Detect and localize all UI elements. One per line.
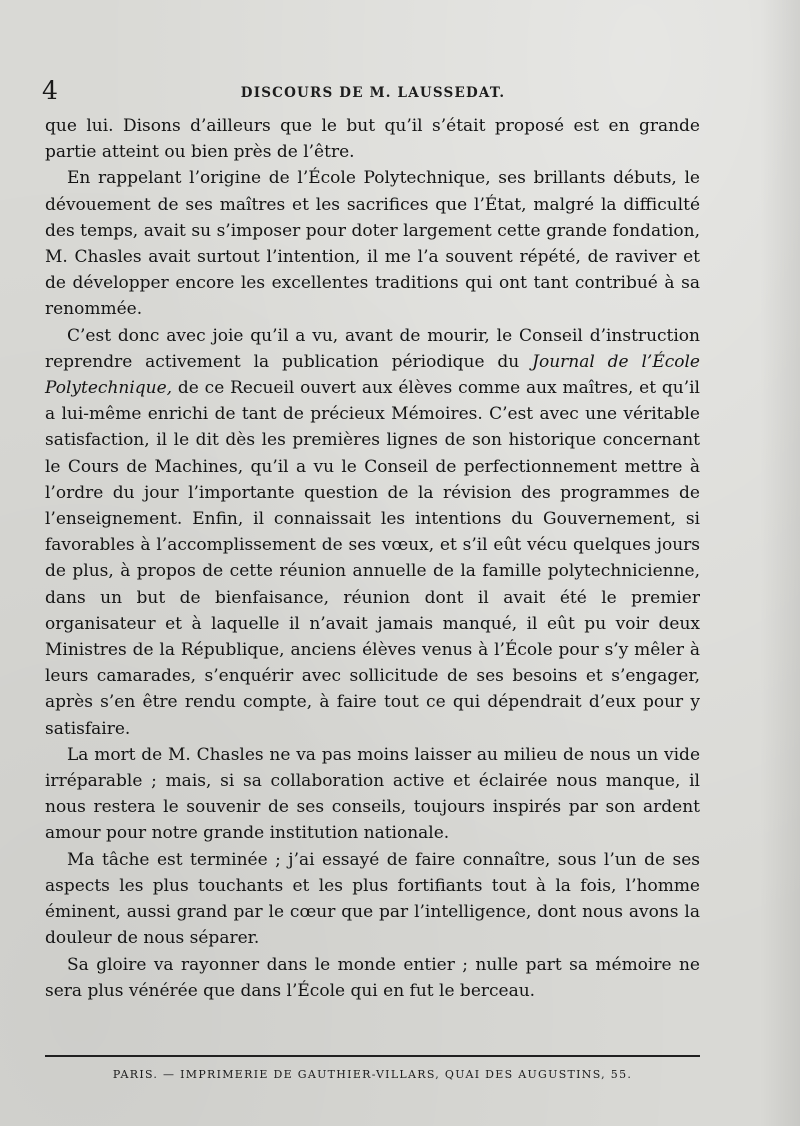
running-title: DISCOURS DE M. LAUSSEDAT.: [240, 85, 506, 101]
page-edge-shadow: [760, 0, 800, 1126]
printer-imprint: PARIS. — IMPRIMERIE DE GAUTHIER-VILLARS, QUAI DES AUGUSTINS, 55.: [112, 1068, 633, 1081]
running-head: [42, 76, 704, 108]
paragraph-origins: En rappelant l’origine de l’École Polytechnique, ses brillants débuts, le dévouement de ses maîtres et les sacrifices que l’État, malgré la difficulté des temps, avait su s’imposer pour doter largement cette grande fondation, M. Chasles avait surtout l’intention, il me l’a souvent répété, de raviver et de développer encore les excellentes traditions qui ont tant contribué à sa renommée.: [45, 168, 700, 320]
paragraph-continuation: que lui. Disons d’ailleurs que le but qu’il s’était proposé est en grande partie atteint ou bien près de l’être.: [45, 116, 700, 163]
footer-rule: [45, 1055, 700, 1057]
body-text: [45, 113, 700, 1004]
paragraph-task-finished: Ma tâche est terminée ; j’ai essayé de faire connaître, sous l’un de ses aspects les plus touchants et les plus fortifiants tout à la fois, l’homme éminent, aussi grand par le cœur que par l’intelligence, dont nous avons la douleur de nous séparer.: [45, 849, 700, 949]
paragraph-glory: Sa gloire va rayonner dans le monde entier ; nulle part sa mémoire ne sera plus vénérée que dans l’École qui en fut le berceau.: [45, 954, 700, 1001]
paragraph-journal: [45, 323, 700, 742]
journal-title-italic: Journal de l’École Polytechnique,: [45, 351, 700, 399]
paragraph-journal-text-end: de ce Recueil ouvert aux élèves comme aux maîtres, et qu’il a lui-même enrichi de tant de précieux Mémoires. C’est avec une véritable satisfaction, il le dit dès les premières lignes de son historique concernant le Cours de Machines, qu’il a vu le Conseil de perfectionnement mettre à l’ordre du jour l’importante question de la révision des programmes de l’enseignement. Enfin, il connaissait les intentions du Gouvernement, si favorables à l’accomplissement de ses vœux, et s’il eût vécu quelques jours de plus, à propos de cette réunion annuelle de la famille polytechnicienne, dans un but de bienfaisance, réunion dont il avait été le premier organisateur et à laquelle il n’avait jamais manqué, il eût pu voir deux Ministres de la République, anciens élèves venus à l’École pour s’y mêler à leurs camarades, s’enquérir avec sollicitude de ses besoins et s’engager, après s’en être rendu compte, à faire tout ce qui dépendrait d’eux pour y satisfaire.: [45, 378, 700, 739]
paragraph-journal-text-start: C’est donc avec joie qu’il a vu, avant de mourir, le Conseil d’instruction reprendre activement la publication périodique du: [45, 325, 700, 372]
paragraph-death: La mort de M. Chasles ne va pas moins laisser au milieu de nous un vide irréparable ; mais, si sa collaboration active et éclairée nous manque, il nous restera le souvenir de ses conseils, toujours inspirés par son ardent amour pour notre grande institution nationale.: [45, 744, 700, 844]
page-number: 4: [42, 76, 58, 105]
